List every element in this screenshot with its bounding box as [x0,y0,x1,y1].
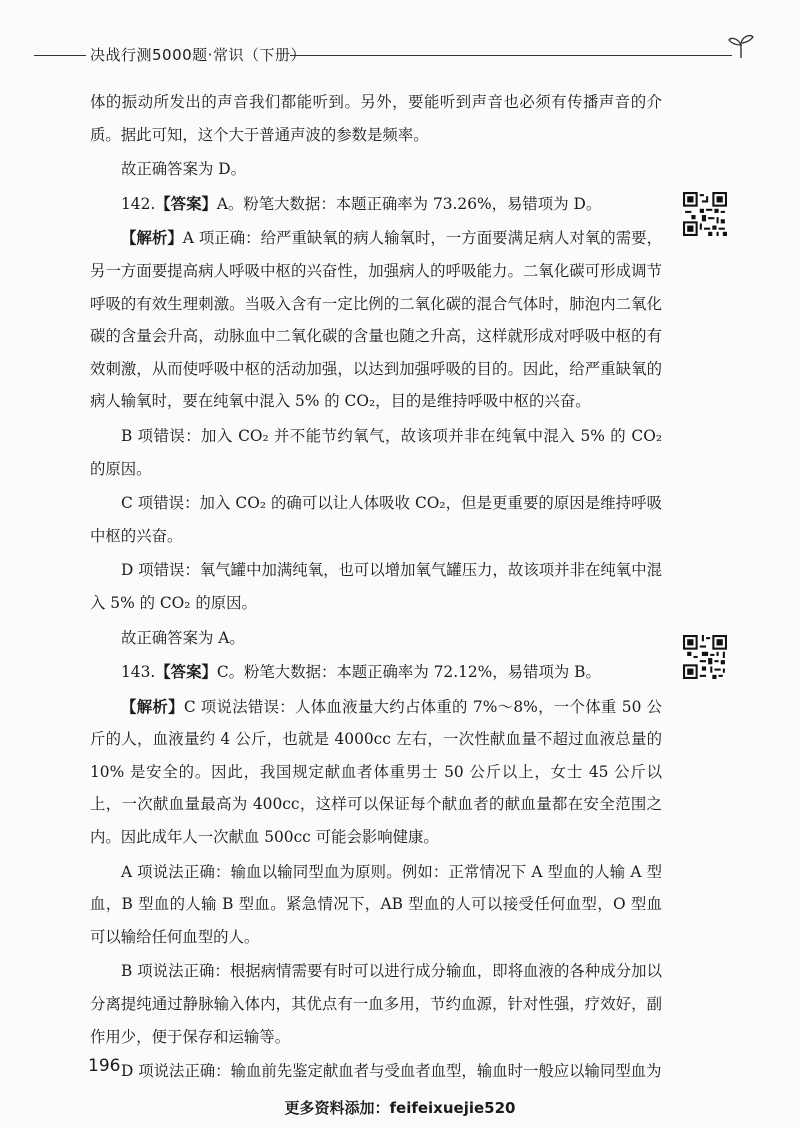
paragraph: C 项错误：加入 CO₂ 的确可以让人体吸收 CO₂，但是更重要的原因是维持呼吸中枢的兴奋。 [90,494,662,545]
header-title: 决战行测5000题·常识（下册） [90,46,306,64]
analysis-143: 【解析】C 项说法错误：人体血液量大约占体重的 7%～8%，一个体重 50 公斤的人，血液量约 4 公斤，也就是 4000cc 左右，一次性献血量不超过血液总量的 10% 是安全的。因此，我国规定献血者体重男士 50 公斤以上，女士 45 公斤以上，一次献血量最高为 400cc，这样可以保证每个献血者的献血量都在安全范围之内。因此成年人一次献血 500cc 可能会影响健康。 [90,697,662,847]
paragraph: 体的振动所发出的声音我们都能听到。另外，要能听到声音也必须有传播声音的介质。据此可知，这个大于普通声波的参数是频率。 [90,93,662,144]
paragraph: B 项错误：加入 CO₂ 并不能节约氧气，故该项并非在纯氧中混入 5% 的 CO₂ 的原因。 [90,426,662,478]
paragraph: 故正确答案为 D。 [121,160,246,179]
paragraph: D 项说法正确：输血前先鉴定献血者与受血者血型，输血时一般应以输同型血为 [121,1062,662,1081]
running-header [30,30,770,74]
paragraph: B 项说法正确：根据病情需要有时可以进行成分输血，即将血液的各种成分加以分离提纯通过静脉输入体内，其优点有一血多用，节约血源，针对性强，疗效好，副作用少，便于保存和运输等。 [90,962,662,1046]
header-rule-right [290,55,732,56]
header-rule-left [34,55,86,56]
analysis-142: 【解析】A 项正确：给严重缺氧的病人输氧时，一方面要满足病人对氧的需要，另一方面要提高病人呼吸中枢的兴奋性，加强病人的呼吸能力。二氧化碳可形成调节呼吸的有效生理刺激。当吸入含有一定比例的二氧化碳的混合气体时，肺泡内二氧化碳的含量会升高，动脉血中二氧化碳的含量也随之升高，这样就形成对呼吸中枢的有效刺激，从而使呼吸中枢的活动加强，以达到加强呼吸的目的。因此，给严重缺氧的病人输氧时，要在纯氧中混入 5% 的 CO₂，目的是维持呼吸中枢的兴奋。 [90,229,662,411]
footer-note: 更多资料添加：feifeixuejie520 [284,1099,516,1117]
paragraph: D 项错误：氧气罐中加满纯氧，也可以增加氧气罐压力，故该项并非在纯氧中混入 5% 的 CO₂ 的原因。 [90,561,662,612]
paragraph: A 项说法正确：输血以输同型血为原则。例如：正常情况下 A 型血的人输 A 型血，B 型血的人输 B 型血。紧急情况下，AB 型血的人可以接受任何血型，O 型血可以输给任何血型的人。 [90,862,662,946]
qr-code-icon[interactable] [683,635,727,679]
answer-143: 143.【答案】C。粉笔大数据：本题正确率为 72.12%，易错项为 B。 [121,663,601,682]
page-number: 196 [88,1056,121,1076]
paragraph: 故正确答案为 A。 [121,628,245,647]
body-text [90,86,662,1088]
qr-code-icon[interactable] [683,192,727,236]
sprout-icon [726,30,756,60]
answer-142: 142.【答案】A。粉笔大数据：本题正确率为 73.26%，易错项为 D。 [121,194,602,213]
